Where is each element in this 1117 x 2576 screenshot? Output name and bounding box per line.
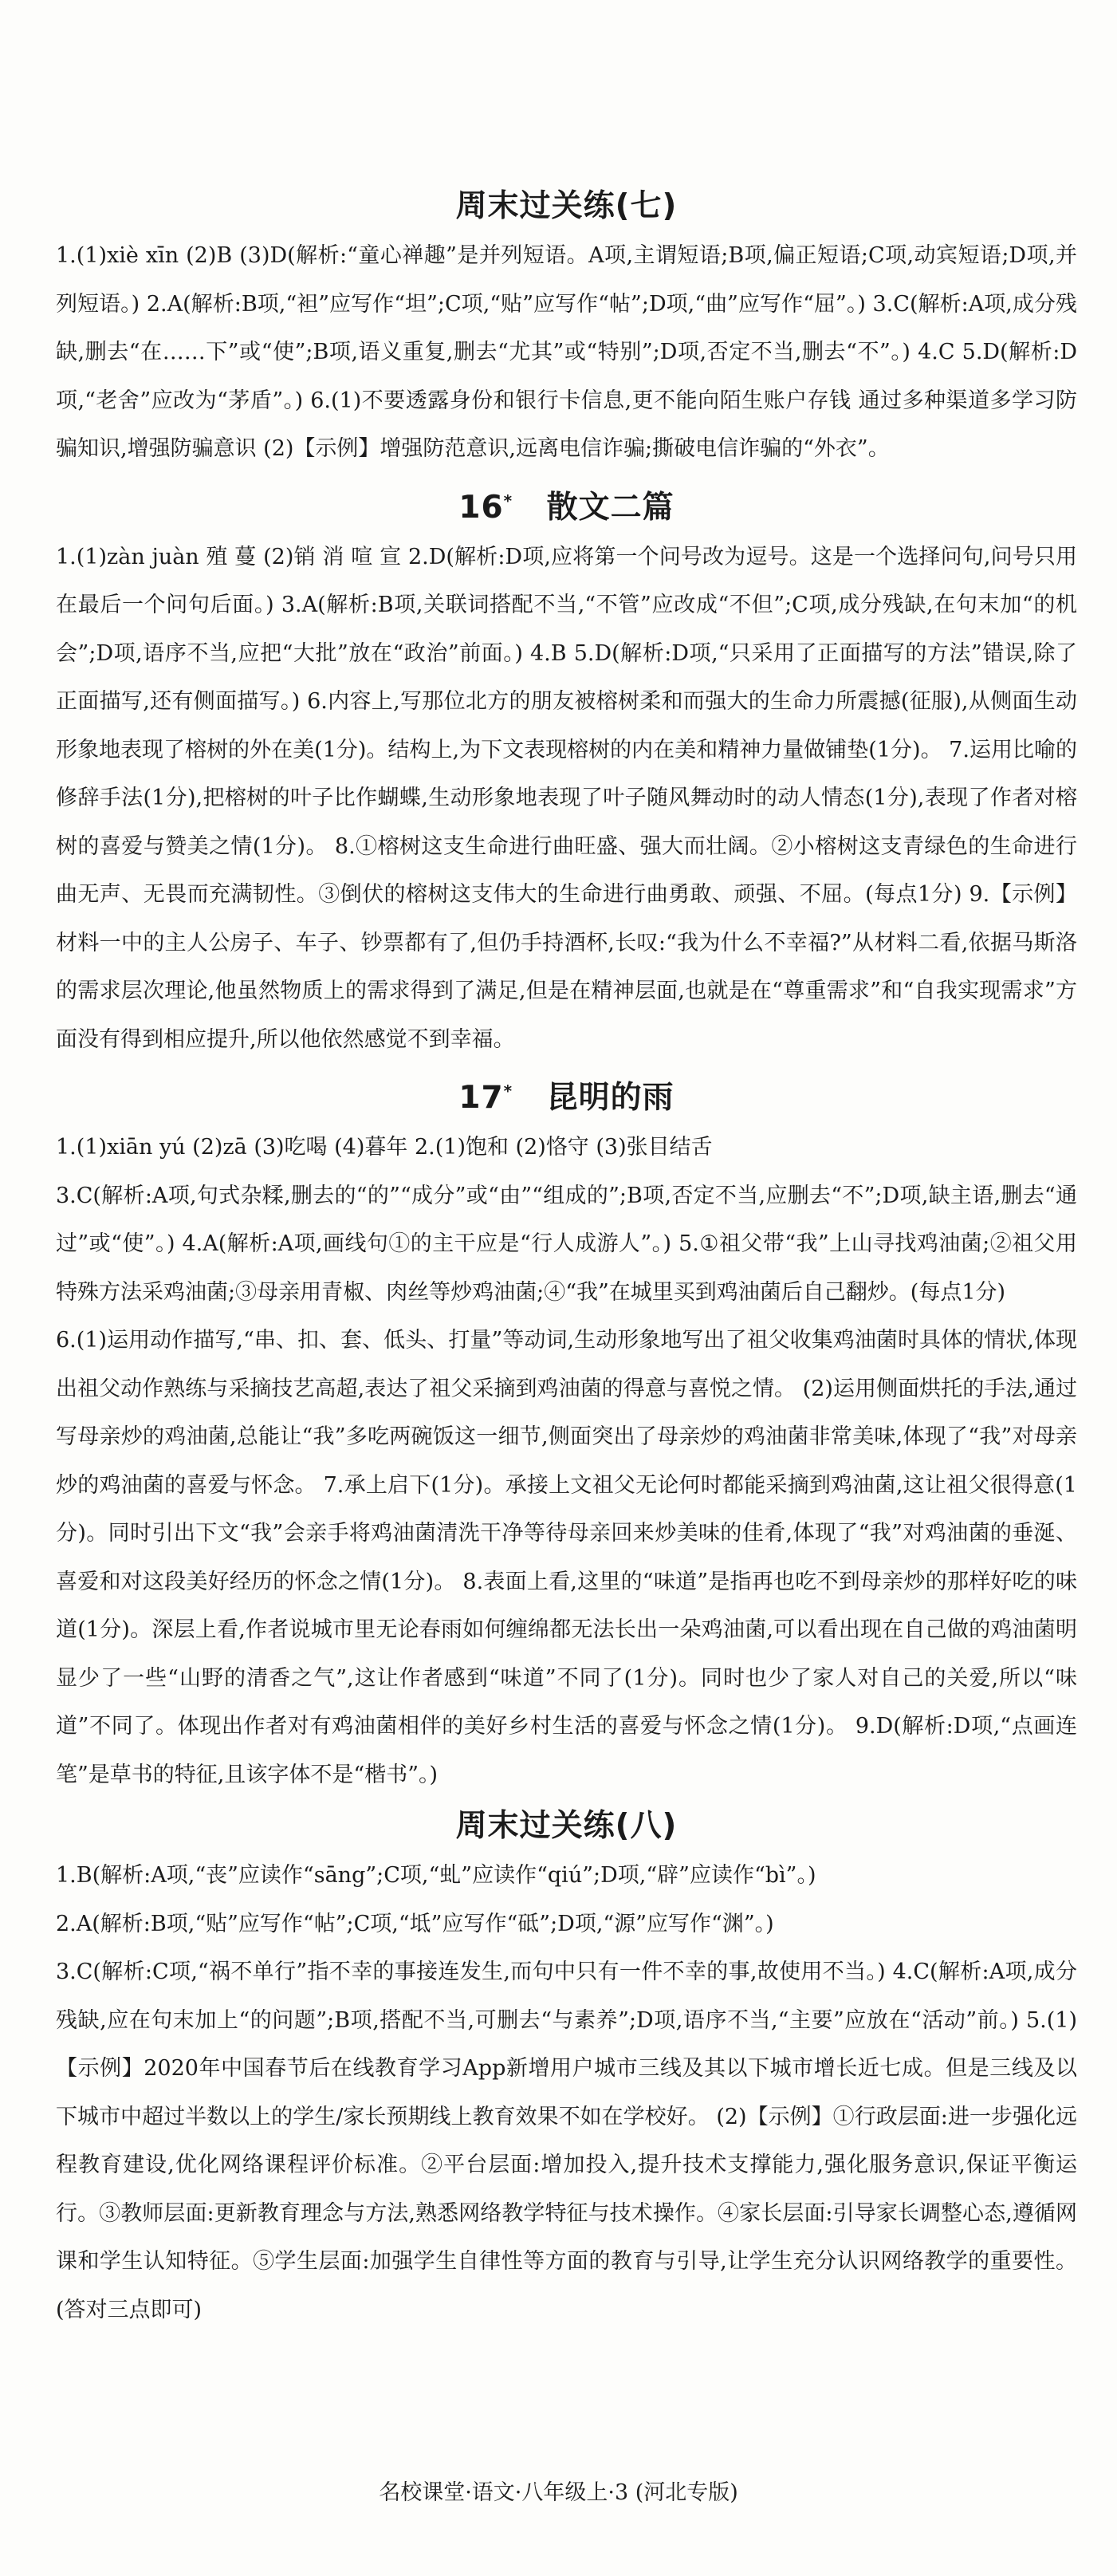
answer-paragraph: 2.A(解析:B项,“贴”应写作“帖”;C项,“坻”应写作“砥”;D项,“源”应写作“渊”。) bbox=[56, 1911, 774, 1936]
answer-paragraph: 1.(1)xiè xīn (2)B (3)D(解析:“童心禅趣”是并列短语。A项,主谓短语;B项,偏正短语;C项,动宾短语;D项,并列短语。) 2.A(解析:B项,“袒”应写作“坦”;C项,“贴”应写作“帖”;D项,“曲”应写作“屈”。) 3.C(解析:A项,成分残缺,删去“在……下”或“使”;B项,语义重复,删去“尤其”或“特别”;D项,否定不当,删去“不”。) 4.C 5.D(解析:D项,“老舍”应改为“茅盾”。) 6.(1)不要透露身份和银行卡信息,更不能向陌生账户存钱 通过多种渠道多学习防骗知识,增强防骗意识 (2)【示例】增强防范意识,远离电信诈骗;撕破电信诈骗的“外衣”。 bbox=[56, 243, 1077, 461]
answer-paragraph: 1.(1)zàn juàn 殖 蔓 (2)销 消 喧 宣 2.D(解析:D项,应将第一个问号改为逗号。这是一个选择问句,问号只用在最后一个问句后面。) 3.A(解析:B项,关联词搭配不当,“不管”应改成“不但”;C项,成分残缺,在句末加“的机会”;D项,语序不当,应把“大批”放在“政治”前面。) 4.B 5.D(解析:D项,“只采用了正面描写的方法”错误,除了正面描写,还有侧面描写。) 6.内容上,写那位北方的朋友被榕树柔和而强大的生命力所震撼(征服),从侧面生动形象地表现了榕树的外在美(1分)。结构上,为下文表现榕树的内在美和精神力量做铺垫(1分)。 7.运用比喻的修辞手法(1分),把榕树的叶子比作蝴蝶,生动形象地表现了叶子随风舞动时的动人情态(1分),表现了作者对榕树的喜爱与赞美之情(1分)。 8.①榕树这支生命进行曲旺盛、强大而壮阔。②小榕树这支青绿色的生命进行曲无声、无畏而充满韧性。③倒伏的榕树这支伟大的生命进行曲勇敢、顽强、不屈。(每点1分) 9.【示例】材料一中的主人公房子、车子、钞票都有了,但仍手持酒杯,长叹:“我为什么不幸福?”从材料二看,依据马斯洛的需求层次理论,他虽然物质上的需求得到了满足,但是在精神层面,也就是在“尊重需求”和“自我实现需求”方面没有得到相应提升,所以他依然感觉不到幸福。 bbox=[56, 544, 1077, 1052]
section-body bbox=[56, 232, 1077, 474]
page-footer bbox=[0, 2477, 1117, 2509]
section-lesson-16 bbox=[56, 482, 1077, 1065]
section-title bbox=[56, 482, 1077, 527]
answer-paragraph: 1.(1)xiān yú (2)zā (3)吃喝 (4)暮年 2.(1)饱和 (2)恪守 (3)张目结舌 bbox=[56, 1135, 713, 1160]
section-weekend-8 bbox=[56, 1807, 1077, 2334]
section-weekend-7 bbox=[56, 187, 1077, 474]
section-body bbox=[56, 1124, 1077, 1799]
section-title bbox=[56, 187, 1077, 226]
section-title-text: 周末过关练(七) bbox=[455, 188, 678, 224]
section-lesson-17 bbox=[56, 1072, 1077, 1799]
answer-paragraph: 6.(1)运用动作描写,“串、扣、套、低头、打量”等动词,生动形象地写出了祖父收集鸡油菌时具体的情状,体现出祖父动作熟练与采摘技艺高超,表达了祖父采摘到鸡油菌的得意与喜悦之情。 (2)运用侧面烘托的手法,通过写母亲炒的鸡油菌,总能让“我”多吃两碗饭这一细节,侧面突出了母亲炒的鸡油菌非常美味,体现了“我”对母亲炒的鸡油菌的喜爱与怀念。 7.承上启下(1分)。承接上文祖父无论何时都能采摘到鸡油菌,这让祖父很得意(1分)。同时引出下文“我”会亲手将鸡油菌清洗干净等待母亲回来炒美味的佳肴,体现了“我”对鸡油菌的垂涎、喜爱和对这段美好经历的怀念之情(1分)。 8.表面上看,这里的“味道”是指再也吃不到母亲炒的那样好吃的味道(1分)。深层上看,作者说城市里无论春雨如何缠绵都无法长出一朵鸡油菌,可以看出现在自己做的鸡油菌明显少了一些“山野的清香之气”,这让作者感到“味道”不同了(1分)。同时也少了家人对自己的关爱,所以“味道”不同了。体现出作者对有鸡油菌相伴的美好乡村生活的喜爱与怀念之情(1分)。 9.D(解析:D项,“点画连笔”是草书的特征,且该字体不是“楷书”。) bbox=[56, 1328, 1077, 1787]
lesson-number: 16* bbox=[458, 489, 513, 526]
section-title-text: 周末过关练(八) bbox=[455, 1808, 678, 1844]
section-title-text: 散文二篇 bbox=[546, 489, 675, 526]
answer-paragraph: 1.B(解析:A项,“丧”应读作“sāng”;C项,“虬”应读作“qiú”;D项,“辟”应读作“bì”。) bbox=[56, 1863, 816, 1888]
section-title bbox=[56, 1807, 1077, 1845]
footer-text: 名校课堂·语文·八年级上·3 (河北专版) bbox=[379, 2480, 738, 2505]
section-title bbox=[56, 1072, 1077, 1117]
answer-paragraph: 3.C(解析:C项,“祸不单行”指不幸的事接连发生,而句中只有一件不幸的事,故使用不当。) 4.C(解析:A项,成分残缺,应在句末加上“的问题”;B项,搭配不当,可删去“与素养”;D项,语序不当,“主要”应放在“活动”前。) 5.(1)【示例】2020年中国春节后在线教育学习App新增用户城市三线及其以下城市增长近七成。但是三线及以下城市中超过半数以上的学生/家长预期线上教育效果不如在学校好。 (2)【示例】①行政层面:进一步强化远程教育建设,优化网络课程评价标准。②平台层面:增加投入,提升技术支撑能力,强化服务意识,保证平衡运行。③教师层面:更新教育理念与方法,熟悉网络教学特征与技术操作。④家长层面:引导家长调整心态,遵循网课和学生认知特征。⑤学生层面:加强学生自律性等方面的教育与引导,让学生充分认识网络教学的重要性。(答对三点即可) bbox=[56, 1960, 1077, 2322]
self-study-star-icon: * bbox=[503, 490, 513, 510]
answer-paragraph: 3.C(解析:A项,句式杂糅,删去的“的”“成分”或“由”“组成的”;B项,否定不当,应删去“不”;D项,缺主语,删去“通过”或“使”。) 4.A(解析:A项,画线句①的主干应是“行人成游人”。) 5.①祖父带“我”上山寻找鸡油菌;②祖父用特殊方法采鸡油菌;③母亲用青椒、肉丝等炒鸡油菌;④“我”在城里买到鸡油菌后自己翻炒。(每点1分) bbox=[56, 1183, 1077, 1305]
section-title-text: 昆明的雨 bbox=[546, 1080, 675, 1116]
section-body bbox=[56, 1852, 1077, 2334]
lesson-number: 17* bbox=[458, 1080, 513, 1116]
section-body bbox=[56, 534, 1077, 1065]
self-study-star-icon: * bbox=[503, 1081, 513, 1101]
